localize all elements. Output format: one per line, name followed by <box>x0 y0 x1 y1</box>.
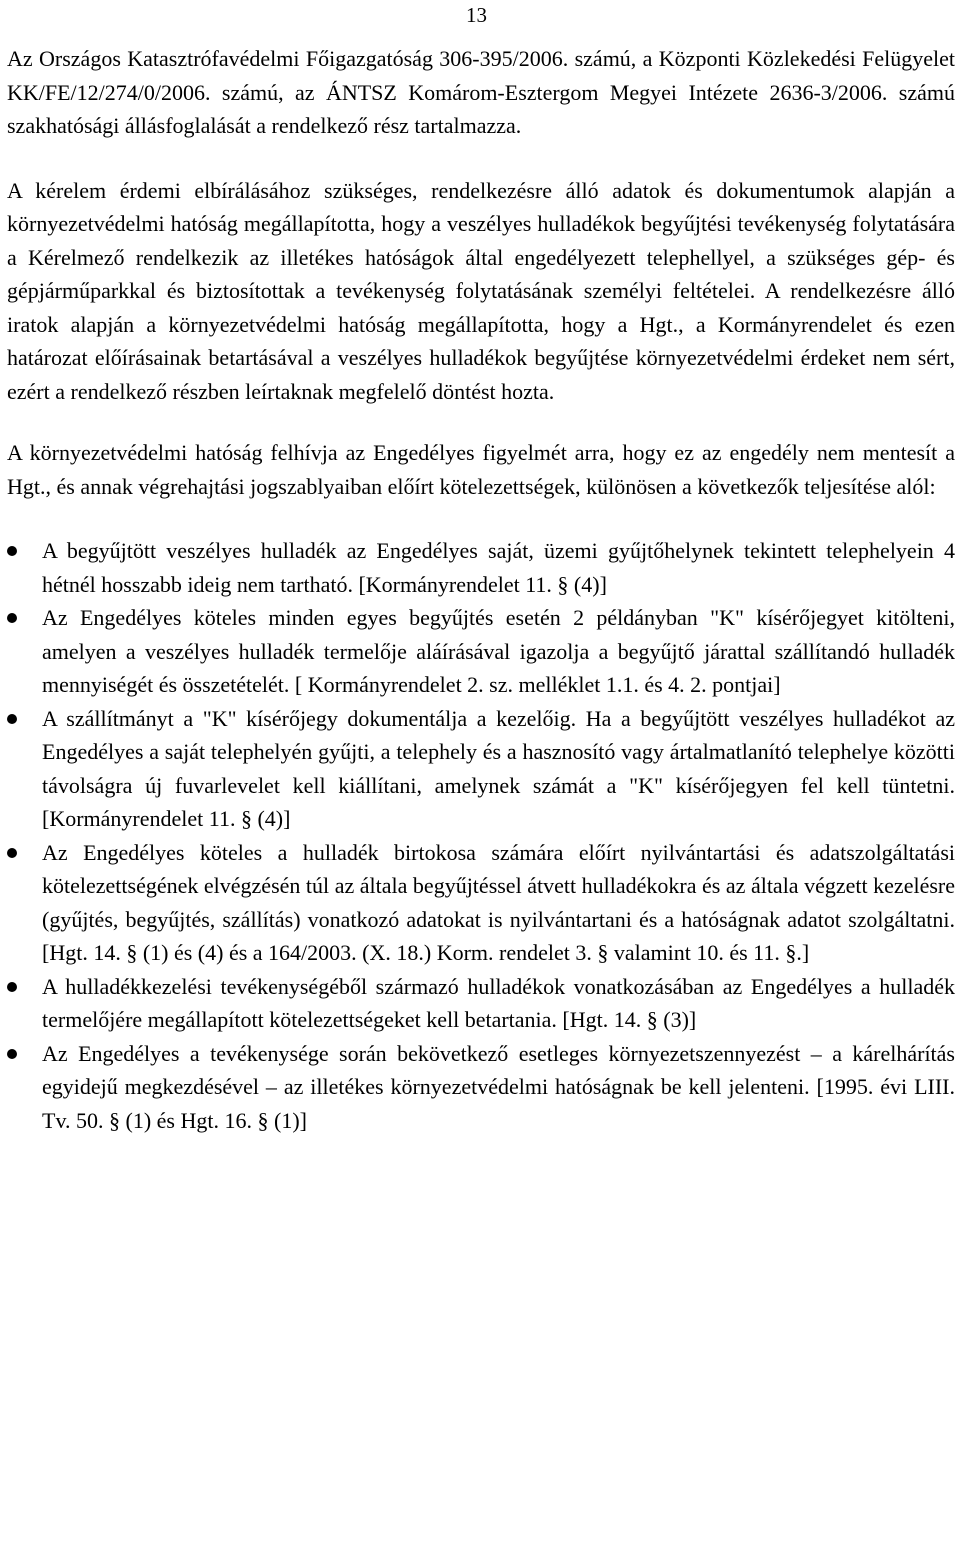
paragraph-authority-opinions: Az Országos Katasztrófavédelmi Főigazgatóság 306-395/2006. számú, a Központi Közlekedési Felügyelet KK/FE/12/274/0/2006. számú, az ÁNTSZ Komárom-Esztergom Megyei Intézete 2636-3/2006. számú szakhatósági állásfoglalását a rendelkező rész tartalmazza. <box>7 46 955 138</box>
list-item-text: A begyűjtött veszélyes hulladék az Engedélyes saját, üzemi gyűjtőhelynek tekintett telephelyein 4 hétnél hosszabb ideig nem tartható. [Kormányrendelet 11. § (4)] <box>42 538 955 597</box>
list-item <box>7 601 955 702</box>
bullet-icon <box>7 1049 17 1059</box>
list-item-text: Az Engedélyes köteles minden egyes begyűjtés esetén 2 példányban "K" kísérőjegyet kitölteni, amelyen a veszélyes hulladék termelője aláírásával igazolja a begyűjtő járattal szállítandó hulladék mennyiségét és összetételét. [ Kormányrendelet 2. sz. melléklet 1.1. és 4. 2. pontjai] <box>42 605 955 697</box>
bullet-icon <box>7 546 17 556</box>
bullet-icon <box>7 714 17 724</box>
list-item <box>7 534 955 601</box>
bullet-icon <box>7 613 17 623</box>
paragraph-obligations-intro: A környezetvédelmi hatóság felhívja az Engedélyes figyelmét arra, hogy ez az engedély nem mentesít a Hgt., és annak végrehajtási jogszablyaiban előírt kötelezettségek, különösen a következők teljesítése alól: <box>7 440 955 499</box>
bullet-icon <box>7 982 17 992</box>
list-item <box>7 970 955 1037</box>
list-item <box>7 702 955 836</box>
list-item-text: Az Engedélyes köteles a hulladék birtokosa számára előírt nyilvántartási és adatszolgáltatási kötelezettségének elvégzésén túl az általa begyűjtéssel átvett hulladékokra és az általa végzett kezelésre (gyűjtés, begyűjtés, szállítás) vonatkozó adatokat is nyilvántartani és a hatóságnak adatot szolgáltatni. [Hgt. 14. § (1) és (4) és a 164/2003. (X. 18.) Korm. rendelet 3. § valamint 10. és 11. §.] <box>42 839 955 965</box>
list-item-text: Az Engedélyes a tevékenysége során bekövetkező esetleges környezetszennyezést – a kárelhárítás egyidejű megkezdésével – az illetékes környezetvédelmi hatóságnak be kell jelenteni. [1995. évi LIII. Tv. 50. § (1) és Hgt. 16. § (1)] <box>42 1040 955 1133</box>
page-number: 13 <box>466 3 487 27</box>
list-item-text: A hulladékkezelési tevékenységéből származó hulladékok vonatkozásában az Engedélyes a hulladék termelőjére megállapított kötelezettségeket kell betartania. [Hgt. 14. § (3)] <box>42 973 955 1032</box>
obligations-list <box>7 534 955 1137</box>
list-item <box>7 1037 955 1138</box>
document-body <box>7 42 955 1137</box>
list-item <box>7 836 955 970</box>
list-item-text: A szállítmányt a "K" kísérőjegy dokumentálja a kezelőig. Ha a begyűjtött veszélyes hulladékot az Engedélyes a saját telephelyén gyűjti, a telephely és a hasznosító vagy ártalmatlanító telephelye közötti távolságra új fuvarlevelet kell kiállítani, amelynek számát a "K" kísérőjegyen fel kell tüntetni. [Kormányrendelet 11. § (4)] <box>42 705 955 831</box>
bullet-icon <box>7 848 17 858</box>
paragraph-findings: A kérelem érdemi elbírálásához szükséges, rendelkezésre álló adatok és dokumentumok alapján a környezetvédelmi hatóság megállapította, hogy a veszélyes hulladékok begyűjtési tevékenység folytatására a Kérelmező rendelkezik az illetékes hatóságok által engedélyezett telephellyel, a szükséges gép- és gépjárműparkkal és biztosítottak a tevékenység folytatásának személyi feltételei. A rendelkezésre álló iratok alapján a környezetvédelmi hatóság megállapította, hogy a Hgt., a Kormányrendelet és ezen határozat előírásainak betartásával a veszélyes hulladékok begyűjtése környezetvédelmi érdeket nem sért, ezért a rendelkező részben leírtaknak megfelelő döntést hozta. <box>7 177 955 404</box>
